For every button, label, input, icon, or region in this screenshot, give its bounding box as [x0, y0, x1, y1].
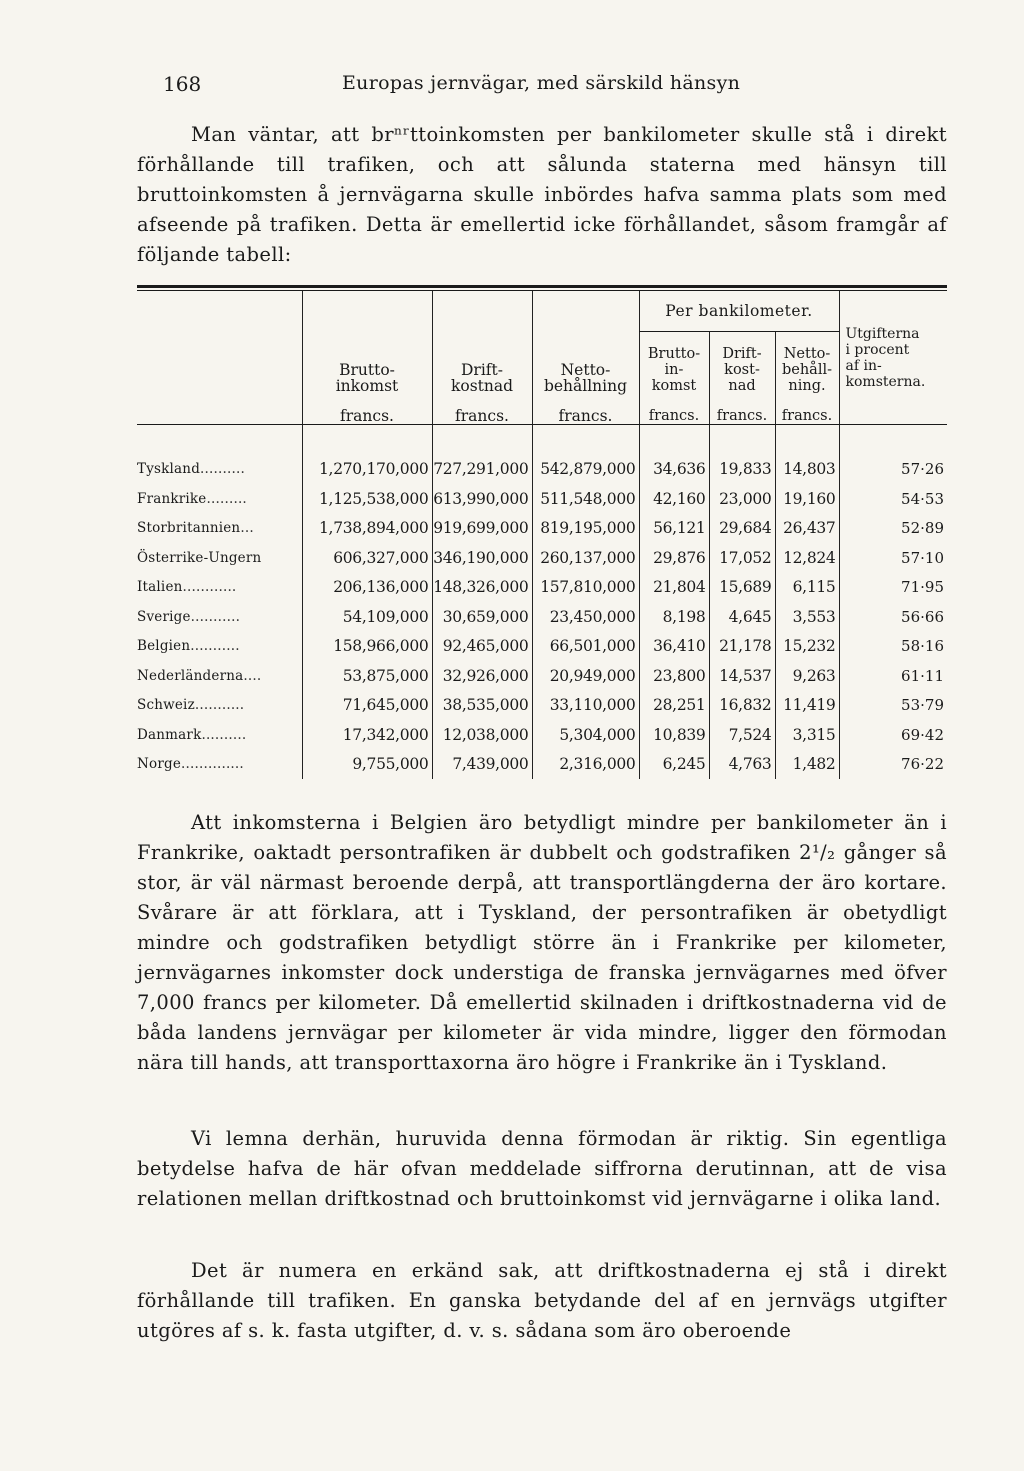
cell-netto: 2,316,000 [532, 750, 639, 780]
cell-km-brutto: 29,876 [639, 543, 709, 573]
cell-country [137, 602, 302, 632]
cell-km-drift: 19,833 [709, 455, 775, 485]
country-name: Italien [137, 579, 183, 596]
cell-netto: 542,879,000 [532, 455, 639, 485]
intro-paragraph: Man väntar, att brⁿʳttoinkomsten per bankilometer skulle stå i direkt förhållande till trafiken, och att sålunda staterna med hänsyn till bruttoinkomsten å jernvägarna skulle inbördes hafva samma plats som med afseende på trafiken. Detta är emellertid icke förhållandet, såsom framgår af följande tabell: [137, 123, 947, 266]
cell-brutto: 1,270,170,000 [302, 455, 432, 485]
cell-km-netto: 26,437 [775, 514, 839, 544]
cell-country [137, 750, 302, 780]
country-name: Tyskland [137, 461, 201, 478]
cell-procent: 54·53 [839, 484, 947, 514]
cell-country [137, 573, 302, 603]
cell-km-netto: 1,482 [775, 750, 839, 780]
country-name: Österrike-Ungern [137, 549, 262, 566]
table-row [137, 661, 947, 691]
table-row [137, 514, 947, 544]
header-km-brutto: Brutto- in- komst [639, 332, 709, 395]
table-row [137, 543, 947, 573]
paragraph-belgien: Att inkomsterna i Belgien äro betydligt mindre per bankilometer än i Frankrike, oaktadt persontrafiken är dubbelt och godstrafiken 2¹/₂ gånger så stor, är väl närmast beroende derpå, att transportlängderna der äro kortare. Svårare är att förklara, att i Tyskland, der persontrafiken är obetydligt mindre och godstrafiken betydligt större än i Frankrike per kilometer, jernvägarnes inkomster dock understiga de franska jernvägarnes med öfver 7,000 francs per kilometer. Då emellertid skilnaden i driftkostnaderna vid de båda landens jernvägar per kilometer är vida mindre, ligger den förmodan nära till hands, att transporttaxorna äro högre i Frankrike än i Tyskland. [137, 811, 947, 1074]
cell-procent: 61·11 [839, 661, 947, 691]
leader-dots: ... [240, 520, 254, 537]
cell-procent: 53·79 [839, 691, 947, 721]
cell-brutto: 606,327,000 [302, 543, 432, 573]
cell-brutto: 71,645,000 [302, 691, 432, 721]
country-name: Nederländerna [137, 667, 244, 684]
unit-label: francs. [302, 394, 432, 425]
cell-country [137, 720, 302, 750]
cell-procent: 76·22 [839, 750, 947, 780]
header-netto: Netto- behållning [532, 291, 639, 394]
table-row [137, 632, 947, 662]
country-name: Frankrike [137, 490, 207, 507]
cell-km-brutto: 8,198 [639, 602, 709, 632]
header-procent: Utgifterna i procent af in- komsterna. [839, 291, 947, 425]
cell-country [137, 661, 302, 691]
cell-procent: 58·16 [839, 632, 947, 662]
header-km-netto: Netto- behåll- ning. [775, 332, 839, 395]
cell-brutto: 53,875,000 [302, 661, 432, 691]
unit-label: francs. [775, 394, 839, 425]
cell-brutto: 17,342,000 [302, 720, 432, 750]
country-column-header [137, 291, 302, 425]
cell-drift: 30,659,000 [432, 602, 532, 632]
leader-dots: .... [243, 667, 262, 684]
country-name: Danmark [137, 726, 202, 743]
cell-km-drift: 15,689 [709, 573, 775, 603]
cell-km-drift: 4,645 [709, 602, 775, 632]
table-row [137, 691, 947, 721]
cell-drift: 38,535,000 [432, 691, 532, 721]
cell-procent: 69·42 [839, 720, 947, 750]
cell-km-netto: 3,553 [775, 602, 839, 632]
cell-brutto: 1,125,538,000 [302, 484, 432, 514]
cell-brutto: 1,738,894,000 [302, 514, 432, 544]
cell-km-drift: 21,178 [709, 632, 775, 662]
cell-km-netto: 11,419 [775, 691, 839, 721]
cell-drift: 92,465,000 [432, 632, 532, 662]
cell-km-brutto: 56,121 [639, 514, 709, 544]
cell-km-netto: 14,803 [775, 455, 839, 485]
cell-netto: 23,450,000 [532, 602, 639, 632]
leader-dots: ........... [190, 608, 241, 625]
unit-label: francs. [639, 394, 709, 425]
cell-km-drift: 17,052 [709, 543, 775, 573]
cell-procent: 57·10 [839, 543, 947, 573]
country-name: Storbritannien [137, 520, 241, 537]
cell-netto: 260,137,000 [532, 543, 639, 573]
cell-km-drift: 7,524 [709, 720, 775, 750]
leader-dots: .......... [201, 726, 247, 743]
cell-km-drift: 29,684 [709, 514, 775, 544]
running-title: Europas jernvägar, med särskild hänsyn [342, 72, 741, 94]
cell-drift: 613,990,000 [432, 484, 532, 514]
leader-dots: ......... [206, 490, 247, 507]
cell-netto: 5,304,000 [532, 720, 639, 750]
cell-drift: 148,326,000 [432, 573, 532, 603]
table-gap-row [137, 425, 947, 455]
cell-netto: 819,195,000 [532, 514, 639, 544]
cell-country [137, 514, 302, 544]
cell-netto: 33,110,000 [532, 691, 639, 721]
leader-dots: ........... [194, 697, 245, 714]
cell-km-drift: 4,763 [709, 750, 775, 780]
cell-brutto: 54,109,000 [302, 602, 432, 632]
country-name: Schweiz [137, 697, 195, 714]
cell-procent: 52·89 [839, 514, 947, 544]
paragraph-det-ar: Det är numera en erkänd sak, att driftkostnaderna ej stå i direkt förhållande till trafiken. En ganska betydande del af en jernvägs utgifter utgöres af s. k. fasta utgifter, d. v. s. sådana som äro oberoende [137, 1259, 947, 1342]
country-name: Belgien [137, 638, 191, 655]
country-name: Sverige [137, 608, 191, 625]
cell-km-brutto: 36,410 [639, 632, 709, 662]
cell-drift: 919,699,000 [432, 514, 532, 544]
leader-dots: ............ [182, 579, 237, 596]
leader-dots: ........... [190, 638, 240, 655]
cell-procent: 57·26 [839, 455, 947, 485]
cell-km-netto: 15,232 [775, 632, 839, 662]
cell-procent: 56·66 [839, 602, 947, 632]
cell-km-drift: 16,832 [709, 691, 775, 721]
unit-label: francs. [432, 394, 532, 425]
header-km-drift: Drift- kost- nad [709, 332, 775, 395]
cell-country [137, 632, 302, 662]
cell-netto: 20,949,000 [532, 661, 639, 691]
header-per-bankilometer: Per bankilometer. [639, 291, 839, 332]
country-name: Norge [137, 756, 182, 773]
unit-label: francs. [532, 394, 639, 425]
cell-country [137, 455, 302, 485]
cell-km-brutto: 28,251 [639, 691, 709, 721]
cell-brutto: 158,966,000 [302, 632, 432, 662]
header-drift: Drift- kostnad [432, 291, 532, 394]
cell-km-netto: 12,824 [775, 543, 839, 573]
cell-km-netto: 3,315 [775, 720, 839, 750]
table-row [137, 455, 947, 485]
cell-km-brutto: 21,804 [639, 573, 709, 603]
cell-km-brutto: 23,800 [639, 661, 709, 691]
cell-brutto: 206,136,000 [302, 573, 432, 603]
cell-netto: 511,548,000 [532, 484, 639, 514]
cell-km-drift: 14,537 [709, 661, 775, 691]
header-brutto: Brutto- inkomst [302, 291, 432, 394]
cell-km-brutto: 10,839 [639, 720, 709, 750]
cell-country [137, 484, 302, 514]
cell-km-brutto: 34,636 [639, 455, 709, 485]
cell-drift: 12,038,000 [432, 720, 532, 750]
table-row [137, 720, 947, 750]
cell-drift: 7,439,000 [432, 750, 532, 780]
page-number: 168 [163, 72, 202, 96]
table-row [137, 602, 947, 632]
cell-country [137, 543, 302, 573]
table-body [137, 425, 947, 780]
cell-km-netto: 9,263 [775, 661, 839, 691]
cell-km-drift: 23,000 [709, 484, 775, 514]
table-top-rule [137, 285, 947, 288]
cell-country [137, 691, 302, 721]
table-row [137, 484, 947, 514]
statistics-table [137, 285, 947, 779]
unit-label: francs. [709, 394, 775, 425]
cell-km-brutto: 6,245 [639, 750, 709, 780]
cell-drift: 32,926,000 [432, 661, 532, 691]
leader-dots: .......... [200, 461, 245, 478]
cell-drift: 727,291,000 [432, 455, 532, 485]
cell-procent: 71·95 [839, 573, 947, 603]
table-row [137, 750, 947, 780]
cell-km-netto: 19,160 [775, 484, 839, 514]
cell-netto: 66,501,000 [532, 632, 639, 662]
table-row [137, 573, 947, 603]
cell-brutto: 9,755,000 [302, 750, 432, 780]
cell-netto: 157,810,000 [532, 573, 639, 603]
cell-drift: 346,190,000 [432, 543, 532, 573]
cell-km-netto: 6,115 [775, 573, 839, 603]
cell-km-brutto: 42,160 [639, 484, 709, 514]
paragraph-vi-lemna: Vi lemna derhän, huruvida denna förmodan är riktig. Sin egentliga betydelse hafva de här ofvan meddelade siffrorna derutinnan, att de visa relationen mellan driftkostnad och bruttoinkomst vid jernvägarne i olika land. [137, 1127, 947, 1210]
leader-dots: .............. [181, 756, 244, 773]
